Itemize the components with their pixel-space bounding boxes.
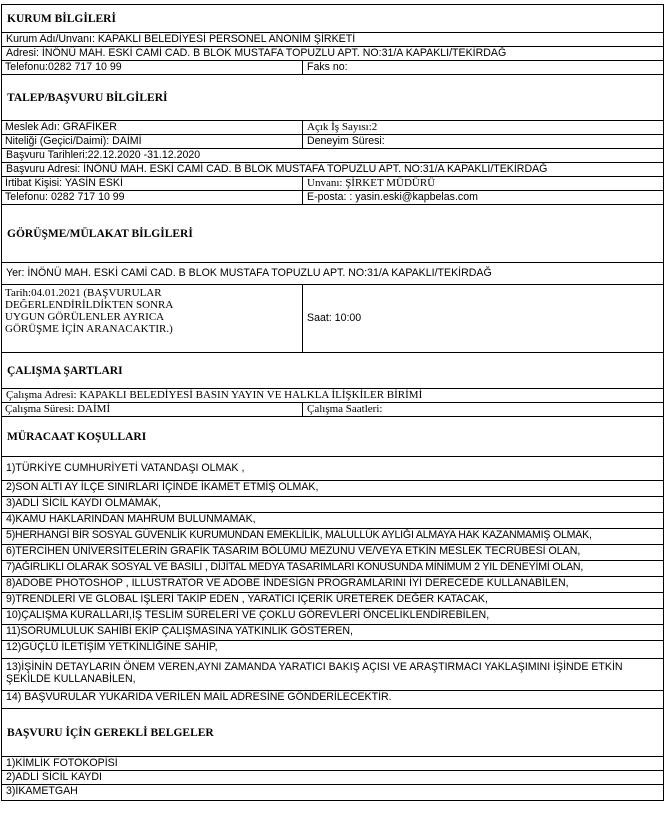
belge-item [1, 756, 664, 770]
muracaat-item [1, 456, 664, 480]
gorusme-yer: Yer: İNÖNÜ MAH. ESKİ CAMİ CAD. B BLOK MUSTAFA TOPUZLU APT. NO:31/A KAPAKLI/TEKİRDAĞ [6, 267, 492, 279]
calisma-suresi: Çalışma Süresi: DAİMİ [5, 403, 111, 415]
muracaat-item-text: 14) BAŞVURULAR YUKARIDA VERİLEN MAİL ADRESİNE GÖNDERİLECEKTİR. [6, 691, 392, 703]
muracaat-item-text: 4)KAMU HAKLARINDAN MAHRUM BULUNMAMAK, [6, 513, 256, 525]
muracaat-item [1, 512, 664, 528]
iletisim-row [1, 190, 664, 204]
gorusme-tarih-saat-row [1, 284, 664, 352]
kurum-adres: Adresi: İNÖNÜ MAH. ESKİ CAMİ CAD. B BLOK MUSTAFA TOPUZLU APT. NO:31/A KAPAKLI/TEKİRDAĞ [6, 47, 507, 59]
muracaat-item-text: 9)TRENDLERİ VE GLOBAL İŞLERİ TAKİP EDEN , YARATICI İÇERİK ÜRETEREK DEĞER KATACAK, [6, 593, 488, 605]
muracaat-item-text: 6)TERCİHEN ÜNİVERSİTELERİN GRAFİK TASARIM BÖLÜMÜ MEZUNU VE/VEYA ETKİN MESLEK TECRÜBESİ OLAN, [6, 545, 581, 557]
muracaat-item [1, 544, 664, 560]
calisma-saatleri: Çalışma Saatleri: [302, 403, 663, 416]
belge-item-text: 3)İKAMETGAH [6, 785, 78, 797]
muracaat-item [1, 592, 664, 608]
muracaat-item [1, 528, 664, 544]
muracaat-item [1, 480, 664, 496]
muracaat-item-text: 7)AĞIRLIKLI OLARAK SOSYAL VE BASILI , DİJİTAL MEDYA TASARIMLARI KONUSUNDA MİNİMUM 2 YIL DENEYİMİ OLAN, [6, 561, 584, 573]
kurum-adi-row [1, 32, 664, 46]
calisma-sure-row [1, 402, 664, 416]
muracaat-item-text: 5)HERHANGİ BİR SOSYAL GÜVENLİK KURUMUNDAN EMEKLİLİK, MALULLÜK AYLIĞI ALMAYA HAK KAZANMAMIŞ OLMAK, [6, 529, 592, 541]
muracaat-item-text: 1)TÜRKİYE CUMHURİYETİ VATANDAŞI OLMAK , [6, 462, 245, 474]
muracaat-item [1, 560, 664, 576]
gorusme-tarih: Tarih:04.01.2021 (BAŞVURULAR DEĞERLENDİRİLDİKTEN SONRA UYGUN GÖRÜLENLER AYRICA GÖRÜŞME İÇİN ARANACAKTIR.) [5, 287, 173, 335]
section-title-muracaat [1, 416, 664, 456]
niteligi: Niteliği (Geçici/Daimi): DAİMİ [5, 135, 142, 147]
section-title-text: MÜRACAAT KOŞULLARI [7, 430, 147, 443]
muracaat-item-text: 12)GÜÇLÜ İLETİŞİM YETKİNLİĞİNE SAHİP, [6, 641, 218, 653]
muracaat-item [1, 640, 664, 658]
muracaat-item-text: 10)ÇALIŞMA KURALLARI,İŞ TESLİM SÜRELERİ VE ÇOKLU GÖREVLERİ ÖNCELİKLENDİREBİLEN, [6, 609, 490, 621]
muracaat-item-text: 8)ADOBE PHOTOSHOP , ILLUSTRATOR VE ADOBE İNDESİGN PROGRAMLARINI İYİ DERECEDE KULLANABİLEN, [6, 577, 569, 589]
muracaat-item-text: 11)SORUMLULUK SAHİBİ EKİP ÇALIŞMASINA YATKINLIK GÖSTEREN, [6, 625, 353, 637]
irtibat-kisisi: İrtibat Kişisi: YASİN ESKİ [5, 177, 123, 189]
basvuru-tarihleri: Başvuru Tarihleri:22.12.2020 -31.12.2020 [6, 149, 201, 161]
muracaat-item [1, 690, 664, 708]
talep-telefon: Telefonu: 0282 717 10 99 [5, 191, 125, 203]
section-title-text: BAŞVURU İÇİN GEREKLİ BELGELER [7, 726, 214, 739]
section-title-text: KURUM BİLGİLERİ [7, 12, 116, 25]
kurum-telefon-faks-row [1, 60, 664, 74]
belge-item-text: 2)ADLİ SİCİL KAYDI [6, 771, 102, 783]
section-title-gorusme [1, 204, 664, 262]
muracaat-item [1, 576, 664, 592]
calisma-adresi: Çalışma Adresi: KAPAKLI BELEDİYESİ BASIN YAYIN VE HALKLA İLİŞKİLER BİRİMİ [6, 389, 423, 401]
basvuru-tarihleri-row [1, 148, 664, 162]
calisma-adres-row [1, 388, 664, 402]
kurum-telefon: Telefonu:0282 717 10 99 [5, 61, 122, 73]
belge-item [1, 784, 664, 800]
section-title-talep [1, 74, 664, 120]
muracaat-item-text: 3)ADLİ SİCİL KAYDI OLMAMAK, [6, 497, 161, 509]
kurum-adi: Kurum Adı/Unvanı: KAPAKLI BELEDİYESİ PERSONEL ANONİM ŞİRKETİ [6, 33, 356, 45]
meslek-adi: Meslek Adı: GRAFİKER [5, 121, 117, 133]
basvuru-adresi: Başvuru Adresi: İNÖNÜ MAH. ESKİ CAMİ CAD. B BLOK MUSTAFA TOPUZLU APT. NO:31/A KAPAKLI/TEKİRDAĞ [6, 163, 548, 175]
talep-meslek-row [1, 120, 664, 134]
acik-is-sayisi: Açık İş Sayısı:2 [302, 121, 663, 134]
gorusme-yer-row [1, 262, 664, 284]
muracaat-item-text: 2)SON ALTI AY İLÇE SINIRLARI İÇİNDE İKAMET ETMİŞ OLMAK, [6, 481, 319, 493]
table-bottom-border [1, 800, 664, 801]
irtibat-unvani: Unvanı: ŞİRKET MÜDÜRÜ [302, 177, 663, 190]
section-title-text: TALEP/BAŞVURU BİLGİLERİ [7, 91, 168, 104]
eposta[interactable]: E-posta: : yasin.eski@kapbelas.com [302, 191, 663, 204]
section-title-text: ÇALIŞMA ŞARTLARI [7, 364, 123, 377]
muracaat-item [1, 658, 664, 690]
muracaat-item-text: 13)İŞİNİN DETAYLARIN ÖNEM VEREN,AYNI ZAMANDA YARATICI BAKIŞ AÇISI VE ARAŞTIRMACI YAKLAŞIMINI İŞİNDE ETKİN ŞEKİLDE KULLANABİLEN, [6, 661, 623, 685]
muracaat-item [1, 496, 664, 512]
kurum-faks: Faks no: [302, 61, 663, 74]
belge-item-text: 1)KİMLİK FOTOKOPİSİ [6, 757, 118, 769]
gorusme-saat: Saat: 10:00 [302, 285, 663, 352]
kurum-adres-row [1, 46, 664, 60]
basvuru-adresi-row [1, 162, 664, 176]
muracaat-item [1, 608, 664, 624]
muracaat-item [1, 624, 664, 640]
section-title-kurum [1, 4, 664, 32]
belge-item [1, 770, 664, 784]
section-title-belgeler [1, 708, 664, 756]
irtibat-row [1, 176, 664, 190]
section-title-text: GÖRÜŞME/MÜLAKAT BİLGİLERİ [7, 227, 193, 240]
deneyim-suresi: Deneyim Süresi: [302, 135, 663, 148]
talep-nitelik-row [1, 134, 664, 148]
section-title-calisma [1, 352, 664, 388]
